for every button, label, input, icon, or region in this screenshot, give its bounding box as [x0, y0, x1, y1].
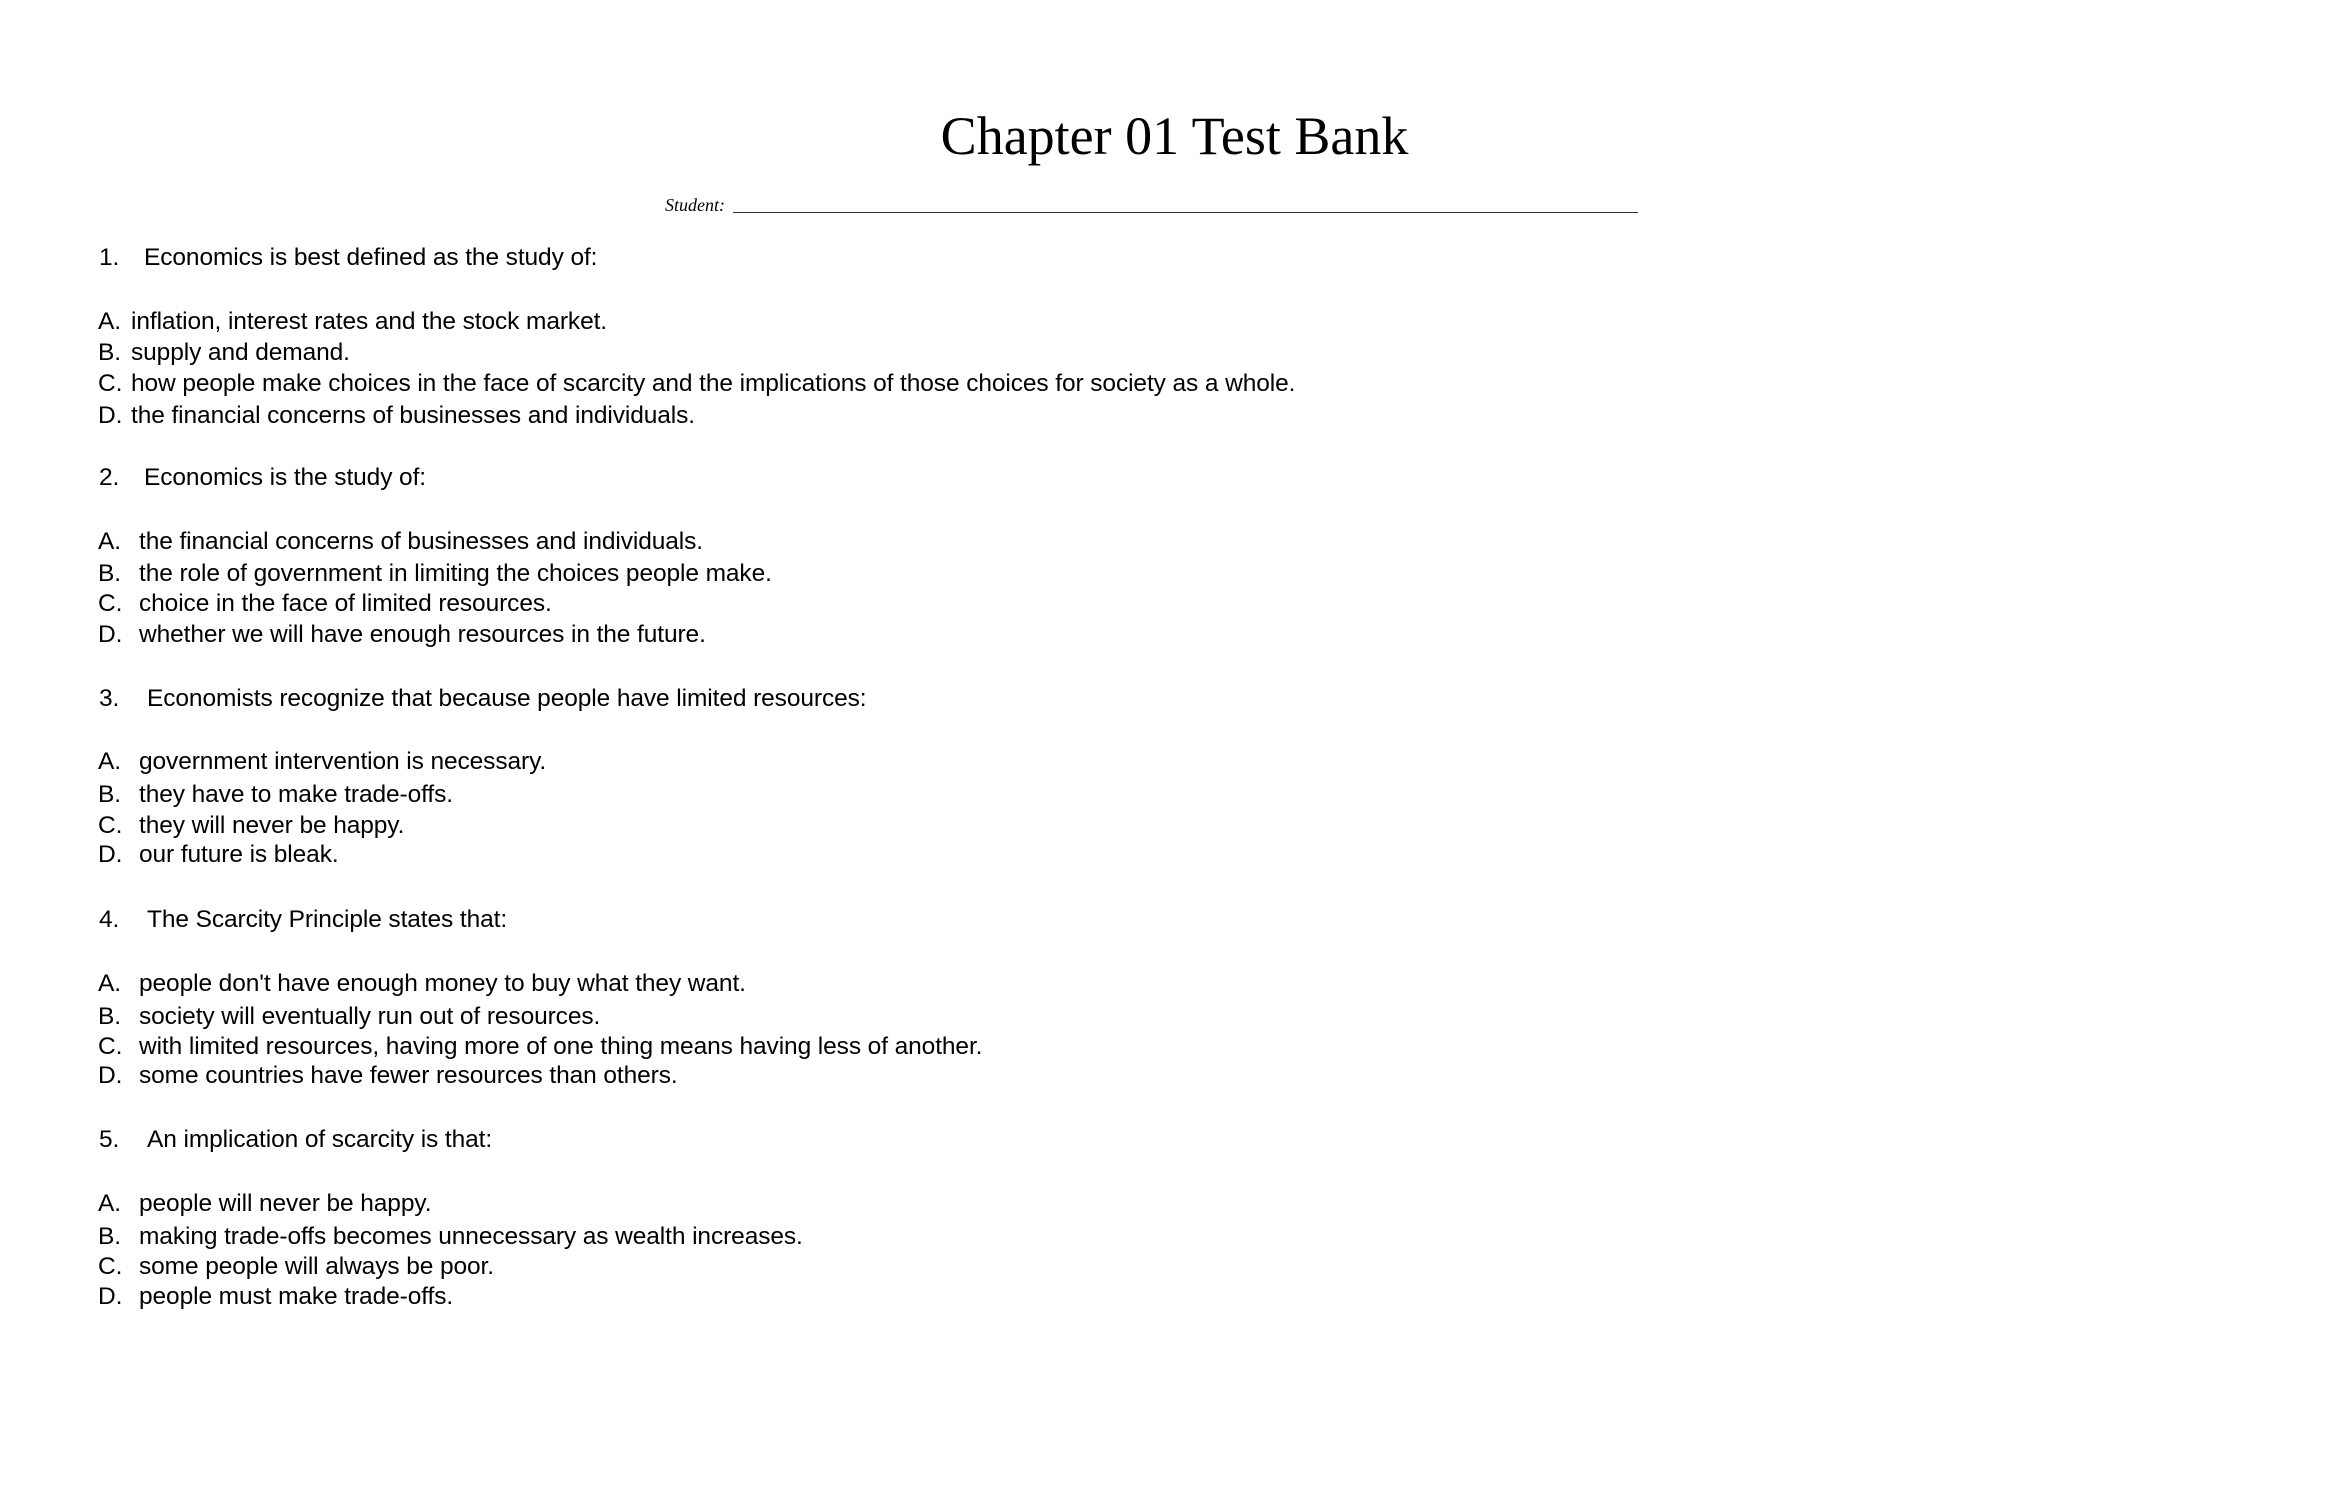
option-text: people must make trade-offs. — [139, 1283, 454, 1310]
option-text: how people make choices in the face of scarcity and the implications of those choices for society as a whole. — [131, 370, 1296, 397]
student-field — [665, 192, 1638, 216]
option-letter: B. — [98, 560, 121, 587]
option-letter: D. — [98, 621, 123, 648]
option-letter: A. — [98, 1190, 121, 1217]
option-text: people don't have enough money to buy what they want. — [139, 970, 746, 997]
option-text: our future is bleak. — [139, 841, 339, 868]
option-text: they will never be happy. — [139, 812, 405, 839]
option-letter: C. — [98, 1253, 123, 1280]
option-letter: D. — [98, 841, 123, 868]
option-letter: A. — [98, 308, 121, 335]
option-text: some people will always be poor. — [139, 1253, 494, 1280]
question-number: 4. — [99, 906, 120, 933]
question-number: 5. — [99, 1126, 120, 1153]
option-text: choice in the face of limited resources. — [139, 590, 552, 617]
option-letter: B. — [98, 339, 121, 366]
option-letter: A. — [98, 528, 121, 555]
question-text: Economists recognize that because people have limited resources: — [147, 685, 867, 712]
option-text: government intervention is necessary. — [139, 748, 547, 775]
option-text: people will never be happy. — [139, 1190, 432, 1217]
option-text: supply and demand. — [131, 339, 350, 366]
option-text: the financial concerns of businesses and individuals. — [139, 528, 703, 555]
page-title: Chapter 01 Test Bank — [940, 106, 1409, 166]
option-text: some countries have fewer resources than others. — [139, 1062, 678, 1089]
option-text: society will eventually run out of resources. — [139, 1003, 601, 1030]
question-text: The Scarcity Principle states that: — [147, 906, 508, 933]
option-text: inflation, interest rates and the stock market. — [131, 308, 608, 335]
question-text: Economics is best defined as the study of: — [144, 244, 598, 271]
option-letter: C. — [98, 370, 123, 397]
option-text: making trade-offs becomes unnecessary as wealth increases. — [139, 1223, 803, 1250]
option-letter: C. — [98, 812, 123, 839]
question-number: 1. — [99, 244, 120, 271]
option-text: with limited resources, having more of one thing means having less of another. — [139, 1033, 983, 1060]
option-letter: D. — [98, 1283, 123, 1310]
option-letter: D. — [98, 1062, 123, 1089]
question-text: An implication of scarcity is that: — [147, 1126, 493, 1153]
option-letter: C. — [98, 590, 123, 617]
option-text: they have to make trade-offs. — [139, 781, 453, 808]
question-text: Economics is the study of: — [144, 464, 426, 491]
option-letter: B. — [98, 781, 121, 808]
option-letter: B. — [98, 1223, 121, 1250]
student-label: Student: — [665, 195, 725, 215]
option-letter: C. — [98, 1033, 123, 1060]
question-number: 2. — [99, 464, 120, 491]
option-letter: A. — [98, 970, 121, 997]
option-text: the financial concerns of businesses and individuals. — [131, 402, 695, 429]
option-letter: B. — [98, 1003, 121, 1030]
option-text: whether we will have enough resources in the future. — [139, 621, 706, 648]
option-text: the role of government in limiting the choices people make. — [139, 560, 772, 587]
question-number: 3. — [99, 685, 120, 712]
option-letter: D. — [98, 402, 123, 429]
option-letter: A. — [98, 748, 121, 775]
student-name-blank[interactable] — [733, 212, 1638, 213]
